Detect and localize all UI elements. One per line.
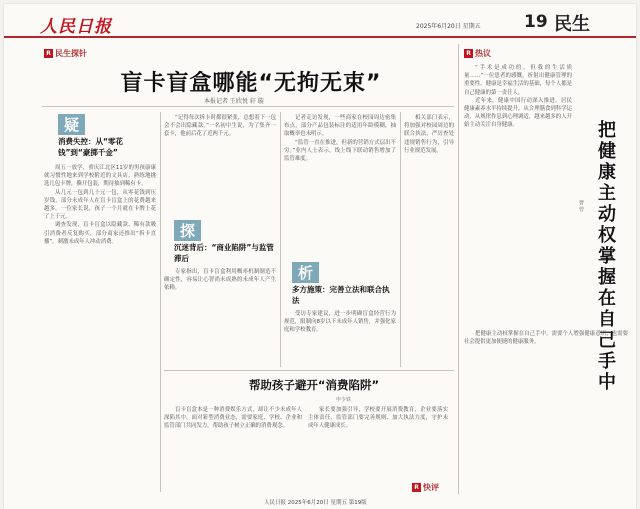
- hot-topic-column-1: [464, 64, 572, 324]
- paragraph: 从几元一包到几十元一包，从零花钱到压岁钱，部分未成年人在盲卡盲盒上的花费越来越多。一位家长说，孩子一个月就在卡牌上花了上千元。: [44, 189, 156, 221]
- paragraph: 受访专家建议，进一步明确盲盒经营行为规范，限制向8岁以下未成年人销售，并强化家庭和学校教育。: [284, 311, 396, 334]
- subhead-tag-analyze: 析: [292, 262, 319, 283]
- divider: [164, 370, 454, 371]
- article-column-3-bottom: [284, 310, 396, 366]
- article-column-1: [44, 164, 156, 494]
- hot-topic-vertical-title: 把健康主动权掌握在自己手中: [598, 120, 616, 393]
- column-divider: [280, 112, 281, 367]
- newspaper-logo: 人民日报: [40, 17, 112, 37]
- section-title: 民生: [554, 14, 590, 35]
- paragraph: 调查发现，盲卡盲盒以隐藏款、稀有款吸引消费者反复购买，部分商家还推出“拆卡直播”，刺激未成年人冲动消费。: [44, 222, 156, 245]
- paragraph: “记得每次拆卡时都很紧张，总想着下一包会不会出隐藏款。”一名初中生说，为了集齐一套卡，他前后花了近两千元。: [164, 115, 276, 138]
- sub-article-column-1: [164, 406, 302, 492]
- paragraph: 近年来，健康中国行动深入推进，居民健康素养水平持续提升。从合理膳食到科学运动，从规律作息到心理调适，越来越多的人开始主动关注自身健康。: [464, 97, 572, 129]
- article-column-3-top: [284, 114, 396, 254]
- r-badge-icon: R: [464, 49, 473, 58]
- subhead-title-1: 消费失控：从“零花钱”到“豪掷千金”: [58, 137, 123, 157]
- subhead-title-3: 多方施策：完善立法和联合执法: [292, 285, 390, 305]
- subhead-tag-question: 疑: [58, 114, 85, 135]
- paragraph: 把健康主动权掌握在自己手中，需要个人增强健康意识，也需要社会提供更加便捷的健康服务。: [464, 331, 628, 346]
- newspaper-page: [4, 4, 636, 509]
- subhead-tag-explore: 探: [174, 220, 201, 241]
- divider: [42, 106, 454, 107]
- sub-article-author: 申少铁: [336, 397, 352, 403]
- hot-topic-author: 曹 曾: [578, 200, 584, 212]
- r-badge-icon: R: [412, 483, 421, 492]
- column-divider: [458, 44, 459, 494]
- article-column-2-bottom: [164, 268, 276, 368]
- column-divider: [400, 112, 401, 367]
- article-column-4: [404, 114, 454, 366]
- article-column-2-top: [164, 114, 276, 214]
- page-footer: 人民日报 2025年6月20日 星期五 第19版: [264, 500, 367, 506]
- column-label-probe: R 民生探针: [44, 48, 87, 59]
- hot-topic-column-2: [464, 330, 628, 494]
- column-label-quick-review: R 快评: [412, 482, 439, 493]
- paragraph: 家长要加强引导，学校要开展消费教育，企业要落实主体责任，监管部门要完善规则、加大执法力度，守护未成年人健康成长。: [308, 407, 448, 430]
- sub-article-column-2: [308, 406, 448, 478]
- byline: 本报记者 王欣悦 轩 璇: [204, 98, 264, 105]
- paragraph: 专家指出，盲卡盲盒利用概率机制制造不确定性，容易让心智尚未成熟的未成年人产生依赖。: [164, 269, 276, 292]
- r-badge-icon: R: [44, 49, 53, 58]
- subhead-title-2: 沉迷背后：“商业陷阱”与监管滞后: [174, 243, 274, 263]
- issue-date: 2025年6月20日 星期五: [416, 23, 481, 30]
- page-headline: 盲卡盲盒哪能“无拘无束”: [120, 71, 382, 96]
- masthead: [4, 4, 636, 38]
- page-number: 19: [524, 12, 548, 32]
- column-divider: [160, 112, 161, 492]
- sub-article-title: 帮助孩子避开“消费陷阱”: [248, 378, 380, 392]
- column-label-hot-topic: R 热议: [464, 48, 491, 59]
- paragraph: “手术是成功的，但我的生活质量……”一位患者的感慨，折射出健康管理的重要性。健康是幸福生活的基础，每个人都是自己健康的第一责任人。: [464, 65, 572, 96]
- paragraph: 盲卡盲盒本是一种消费娱乐方式，却让不少未成年人深陷其中。面对新型消费业态，需要家庭、学校、企业和监管部门共同发力，帮助孩子树立正确的消费观念。: [164, 407, 302, 430]
- paragraph: 相关部门表示，将加强对校园周边的联合执法，严厉查处违规销售行为，引导行业规范发展。: [404, 115, 454, 154]
- paragraph: “监管一直在推进，但新的营销方式层出不穷。”业内人士表示，线上线下联动销售增加了监管难度。: [284, 139, 396, 163]
- paragraph: 周五一放学，重庆江北区11岁的男孩康康就习惯性地来到学校附近的文具店，熟练地挑选几包卡牌，撕开包装，期待抽到稀有卡。: [44, 165, 156, 188]
- paragraph: 记者走访发现，一些商家在校园周边密集布点，部分产品包装标注的适用年龄模糊，抽取概率也未明示。: [284, 115, 396, 138]
